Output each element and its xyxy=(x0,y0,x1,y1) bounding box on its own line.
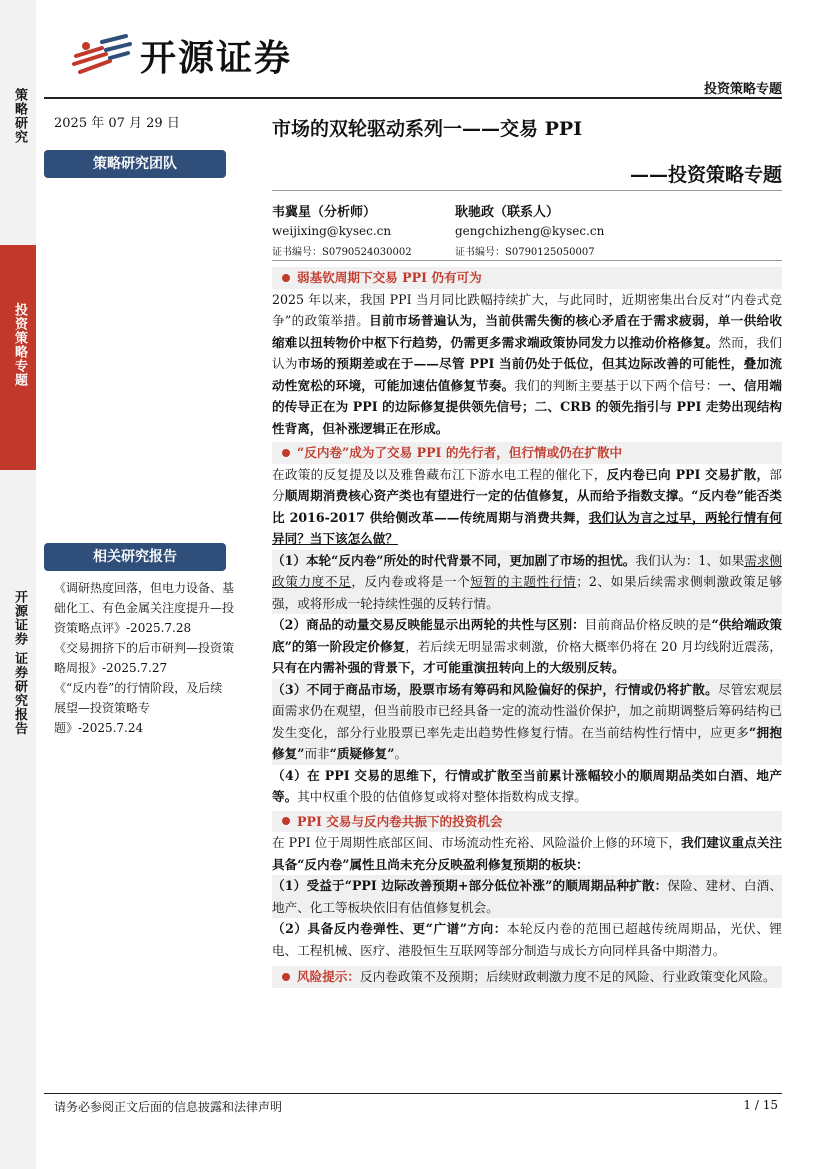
author-name-2: 耿驰政（联系人） xyxy=(455,205,560,220)
point-1: （1）本轮“反内卷”所处的时代背景不同，更加剧了市场的担忧。我们认为：1、如果需求侧政策力度不足，反内卷或将是一个短暂的主题性行情；2、如果后续需求侧刺激政策足够强，或将形成一轮持续性强的反转行情。 xyxy=(272,550,782,615)
related-reports-list xyxy=(54,578,234,738)
author-cert-2: 证书编号：S0790125050007 xyxy=(455,247,595,258)
bullet-dot-icon xyxy=(282,973,290,981)
footer-divider xyxy=(44,1093,782,1094)
strip-label-top: 策略研究 xyxy=(12,88,27,144)
paragraph-3: 在 PPI 位于周期性底部区间、市场流动性充裕、风险溢价上修的环境下，我们建议重点关注具备“反内卷”属性且尚未充分反映盈利修复预期的板块： xyxy=(272,835,783,872)
report-subtitle: ——投资策略专题 xyxy=(629,164,782,186)
side-strip-top xyxy=(0,0,36,245)
point-4: （4）在 PPI 交易的思维下，行情或扩散至当前累计涨幅较小的顺周期品类如白酒、地产等。其中权重个股的估值修复或将对整体指数构成支撑。 xyxy=(272,767,782,804)
logo-mark-icon xyxy=(72,34,132,78)
author-email-2[interactable]: gengchizheng@kysec.cn xyxy=(455,224,605,238)
logo-text: 开源证券 xyxy=(140,38,293,79)
related-report-item[interactable]: 《调研热度回落，但电力设备、基础化工、有色金属关注度提升—投资策略点评》-2025.7.28 xyxy=(54,581,235,635)
section-heading-3: PPI 交易与反内卷共振下的投资机会 xyxy=(272,811,782,833)
section-heading-2: “反内卷”成为了交易 PPI 的先行者，但行情或仍在扩散中 xyxy=(272,442,782,464)
bullet-dot-icon xyxy=(282,817,290,825)
opportunity-1: （1）受益于“PPI 边际改善预期+部分低位补涨”的顺周期品种扩散：保险、建材、白酒、地产、化工等板块依旧有估值修复机会。 xyxy=(272,875,782,918)
page-number: 1 / 15 xyxy=(743,1098,778,1112)
point-2: （2）商品的动量交易反映能显示出两轮的共性与区别：目前商品价格反映的是“供给端政策底”的第一阶段定价修复，若后续无明显需求刺激，价格大概率仍将在 20 月均线附近震荡，只有在内需补强的背景下，才可能重演扭转向上的大级别反转。 xyxy=(272,617,783,675)
strip-label-mid: 投资策略专题 xyxy=(12,303,27,387)
related-report-item[interactable]: 《“反内卷”的行情阶段，及后续展望—投资策略专题》-2025.7.24 xyxy=(54,681,223,735)
paragraph-1: 2025 年以来，我国 PPI 当月同比跌幅持续扩大，与此同时，近期密集出台反对“内卷式竞争”的政策举措。目前市场普遍认为，当前供需失衡的核心矛盾在于需求疲弱，单一供给收缩难以扭转物价中枢下行趋势，仍需更多需求端政策协同发力以推动价格修复。然而，我们认为市场的预期差或在于——尽管 PPI 当前仍处于低位，但其边际改善的可能性，叠加流动性宽松的环境，可能加速估值修复节奏。我们的判断主要基于以下两个信号：一、信用端的传导正在为 PPI 的边际修复提供领先信号；二、CRB 的领先指引与 PPI 走势出现结构性背离，但补涨逻辑正在形成。 xyxy=(272,291,783,436)
strip-label-bottom: 开源证券 证券研究报告 xyxy=(12,590,27,736)
point-3: （3）不同于商品市场，股票市场有筹码和风险偏好的保护，行情或仍将扩散。尽管宏观层面需求仍在观望，但当前股市已经具备一定的流动性溢价保护，加之前期调整后筹码结构已发生变化，部分行业股票已率先走出趋势性修复行情。在当前结构性行情中，应更多“拥抱修复”而非“质疑修复”。 xyxy=(272,679,782,765)
report-title: 市场的双轮驱动系列一——交易 PPI xyxy=(272,118,583,140)
related-reports-badge: 相关研究报告 xyxy=(44,543,226,571)
report-type-tag: 投资策略专题 xyxy=(703,82,782,97)
divider-authors-bottom xyxy=(272,260,782,261)
author-email-1[interactable]: weijixing@kysec.cn xyxy=(272,224,392,238)
bullet-dot-icon xyxy=(282,449,290,457)
section-heading-1: 弱基钦周期下交易 PPI 仍有可为 xyxy=(272,267,782,289)
company-logo xyxy=(72,30,292,81)
author-cert-1: 证书编号：S0790524030002 xyxy=(272,247,412,258)
author-name-1: 韦冀星（分析师） xyxy=(272,205,377,220)
risk-warning: 风险提示：反内卷政策不及预期；后续财政刺激力度不足的风险、行业政策变化风险。 xyxy=(272,966,782,988)
footer-disclaimer: 请务必参阅正文后面的信息披露和法律声明 xyxy=(54,1100,283,1114)
side-strip-bottom xyxy=(0,470,36,1169)
opportunity-2: （2）具备反内卷弹性、更“广谱”方向：本轮反内卷的范围已超越传统周期品，光伏、锂电、工程机械、医疗、港股恒生互联网等部分制造与成长方向同样具备中期潜力。 xyxy=(272,921,782,958)
related-report-item[interactable]: 《交易拥挤下的后市研判—投资策略周报》-2025.7.27 xyxy=(54,641,235,675)
side-strip-mid xyxy=(0,245,36,470)
divider-authors-top xyxy=(272,190,782,191)
header-divider xyxy=(44,97,782,99)
report-date: 2025 年 07 月 29 日 xyxy=(54,116,180,131)
paragraph-2: 在政策的反复提及以及雅鲁藏布江下游水电工程的催化下，反内卷已向 PPI 交易扩散，部分顺周期消费核心资产类也有望进行一定的估值修复，从而给予指数支撑。“反内卷”能否类比 2016-2017 供给侧改革——传统周期与消费共舞，我们认为言之过早，两轮行情有何异同？当下该怎么做？ xyxy=(272,466,783,546)
report-body xyxy=(272,267,782,988)
team-badge: 策略研究团队 xyxy=(44,150,226,178)
bullet-dot-icon xyxy=(282,274,290,282)
